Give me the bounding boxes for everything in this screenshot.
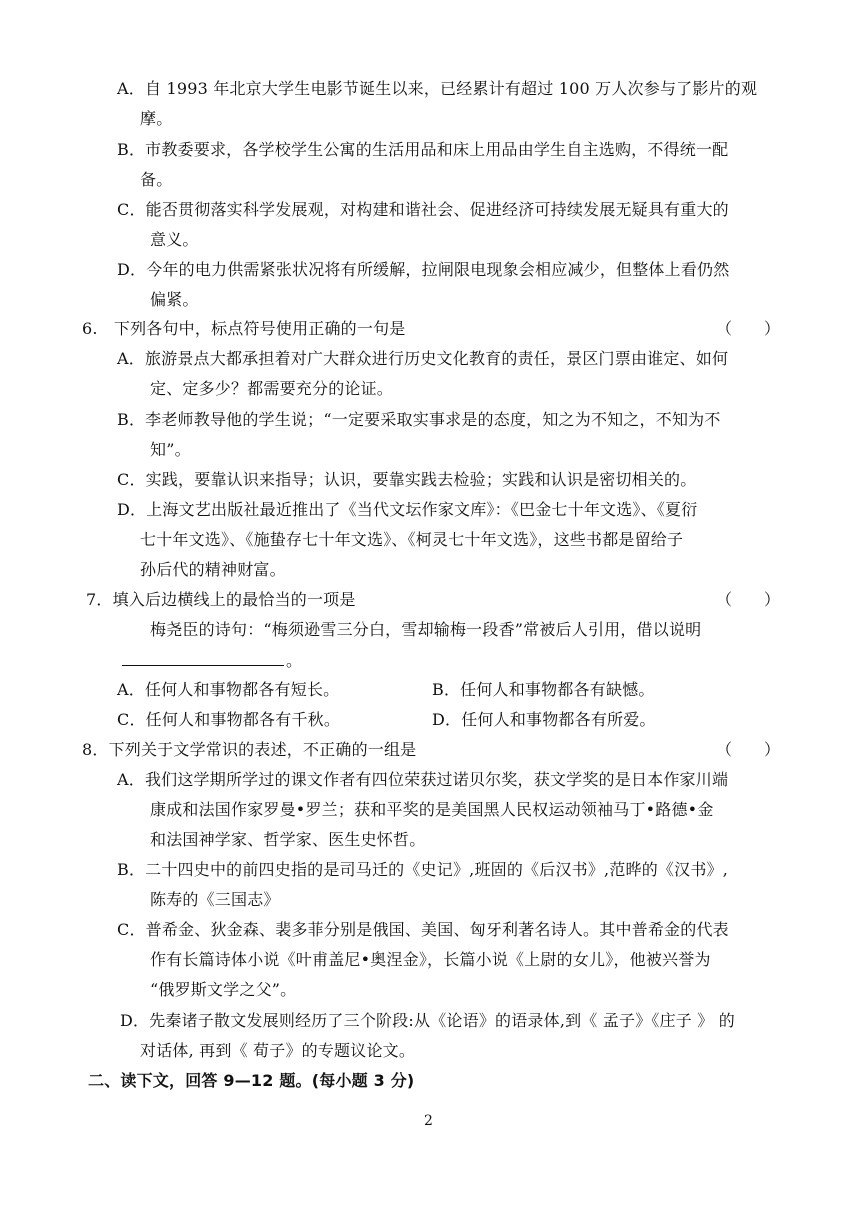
q8-option-d-cont: 对话体, 再到《 荀子》的专题议论文。	[140, 1041, 416, 1060]
q8-option-c-cont1: 作有长篇诗体小说《叶甫盖尼•奥涅金》，长篇小说《上尉的女儿》，他被兴誉为	[150, 950, 711, 969]
q7-option-d: D．任何人和事物都各有所爱。	[432, 710, 656, 729]
q5-option-c-cont: 意义。	[150, 230, 199, 249]
q7-answer-paren: （ ）	[716, 590, 781, 609]
q7-blank	[122, 650, 284, 666]
q8-answer-paren: （ ）	[716, 740, 781, 759]
q6-option-d-cont1: 七十年文选》、《施蛰存七十年文选》、《柯灵七十年文选》，这些书都是留给子	[140, 530, 684, 549]
q6-option-a: A．旅游景点大都承担着对广大群众进行历史文化教育的责任，景区门票由谁定、如何	[117, 349, 729, 368]
q7-passage: 梅尧臣的诗句：“梅须逊雪三分白，雪却输梅一段香”常被后人引用，借以说明	[150, 620, 702, 639]
q7-option-c: C．任何人和事物都各有千秋。	[117, 710, 341, 729]
q8-option-c-cont2: “俄罗斯文学之父”。	[150, 980, 297, 999]
q7-stem: 7．填入后边横线上的最恰当的一项是	[86, 590, 356, 609]
q6-option-d-cont2: 孙后代的精神财富。	[140, 560, 286, 579]
q6-option-c: C．实践，要靠认识来指导；认识，要靠实践去检验；实践和认识是密切相关的。	[117, 470, 697, 489]
q7-fill-line	[122, 650, 302, 671]
q6-option-d: D．上海文艺出版社最近推出了《当代文坛作家文库》：《巴金七十年文选》、《夏衍	[117, 500, 698, 519]
q8-option-a: A．我们这学期所学过的课文作者有四位荣获过诺贝尔奖，获文学奖的是日本作家川端	[117, 770, 729, 789]
q8-option-b: B．二十四史中的前四史指的是司马迁的《史记》,班固的《后汉书》,范晔的《汉书》,	[117, 860, 729, 879]
q7-blank-end: 。	[286, 651, 303, 670]
q6-option-a-cont: 定、定多少？都需要充分的论证。	[150, 379, 394, 398]
q5-option-d: D．今年的电力供需紧张状况将有所缓解，拉闸限电现象会相应减少，但整体上看仍然	[117, 260, 730, 279]
q8-option-b-cont: 陈寿的《三国志》	[150, 890, 280, 909]
q7-option-b: B．任何人和事物都各有缺憾。	[432, 680, 655, 699]
q5-option-a-cont: 摩。	[140, 109, 173, 128]
section-2-heading: 二、读下文，回答 9—12 题。(每小题 3 分)	[88, 1071, 415, 1090]
q5-option-b-cont: 备。	[140, 170, 173, 189]
q5-option-c: C．能否贯彻落实科学发展观，对构建和谐社会、促进经济可持续发展无疑具有重大的	[117, 200, 729, 219]
page-number: 2	[424, 1113, 433, 1129]
q6-option-b-cont: 知”。	[150, 440, 191, 459]
q7-option-a: A．任何人和事物都各有短长。	[117, 680, 340, 699]
q5-option-b: B．市教委要求，各学校学生公寓的生活用品和床上用品由学生自主选购，不得统一配	[117, 140, 729, 159]
q6-stem: 6. 下列各句中，标点符号使用正确的一句是	[82, 319, 406, 338]
q6-option-b: B．李老师教导他的学生说；“一定要采取实事求是的态度，知之为不知之，不知为不	[117, 410, 721, 429]
q5-option-a: A．自 1993 年北京大学生电影节诞生以来，已经累计有超过 100 万人次参与了影片的观	[117, 79, 758, 98]
q8-option-a-cont2: 和法国神学家、哲学家、医生史怀哲。	[150, 830, 426, 849]
q8-option-a-cont1: 康成和法国作家罗曼•罗兰；获和平奖的是美国黑人民权运动领袖马丁•路德•金	[150, 800, 714, 819]
q8-stem: 8．下列关于文学常识的表述，不正确的一组是	[82, 740, 417, 759]
q8-option-c: C．普希金、狄金森、裴多菲分别是俄国、美国、匈牙利著名诗人。其中普希金的代表	[117, 920, 729, 939]
q8-option-d: D．先秦诸子散文发展则经历了三个阶段:从《论语》的语录体,到《 孟子》《庄子 》 的	[120, 1011, 735, 1030]
q6-answer-paren: （ ）	[716, 319, 781, 338]
q5-option-d-cont: 偏紧。	[150, 290, 199, 309]
